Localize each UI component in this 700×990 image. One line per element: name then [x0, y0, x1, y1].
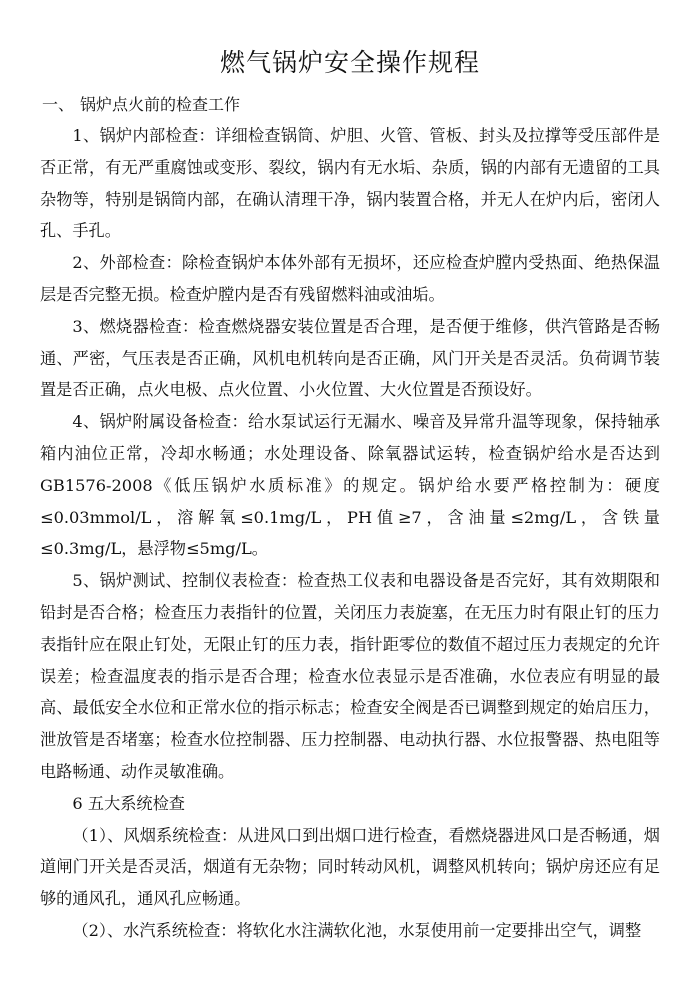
section-number: 一、	[42, 95, 75, 114]
paragraph-auxiliary-check: 4、锅炉附属设备检查：给水泵试运行无漏水、噪音及异常升温等现象，保持轴承箱内油位正常，冷却水畅通；水处理设备、除氧器试运转，检查锅炉给水是否达到GB1576-2008《低压锅炉水质标准》的规定。锅炉给水要严格控制为：硬度≤0.03mmol/L，溶解氧≤0.1mg/L，PH值≥7，含油量≤2mg/L，含铁量≤0.3mg/L，悬浮物≤5mg/L。	[40, 412, 660, 559]
paragraph-instrument-check: 5、锅炉测试、控制仪表检查：检查热工仪表和电器设备是否完好，其有效期限和铅封是否合格；检查压力表指针的位置，关闭压力表旋塞，在无压力时有限止钉的压力表指针应在限止钉处，无限止钉的压力表，指针距零位的数值不超过压力表规定的允许误差；检查温度表的指示是否合理；检查水位表显示是否准确，水位表应有明显的最高、最低安全水位和正常水位的指示标志；检查安全阀是否已调整到规定的始启压力，泄放管是否堵塞；检查水位控制器、压力控制器、电动执行器、水位报警器、热电阻等电路畅通、动作灵敏准确。	[40, 571, 660, 781]
paragraph-internal-check: 1、锅炉内部检查：详细检查锅筒、炉胆、火管、管板、封头及拉撑等受压部件是否正常，有无严重腐蚀或变形、裂纹，锅内有无水垢、杂质，锅的内部有无遗留的工具杂物等，特别是锅筒内部，在确认清理干净，锅内装置合格，并无人在炉内后，密闭人孔、手孔。	[40, 126, 660, 241]
paragraph-air-flue-check: （1）、风烟系统检查：从进风口到出烟口进行检查，看燃烧器进风口是否畅通，烟道闸门开关是否灵活，烟道有无杂物；同时转动风机，调整风机转向；锅炉房还应有足够的通风孔，通风孔应畅通。	[40, 825, 660, 909]
page-title: 燃气锅炉安全操作规程	[219, 48, 480, 77]
paragraph-burner-check: 3、燃烧器检查：检查燃烧器安装位置是否合理，是否便于维修，供汽管路是否畅通、严密，气压表是否正确，风机电机转向是否正确，风门开关是否灵活。负荷调节装置是否正确，点火电极、点火位置、小火位置、大火位置是否预设好。	[40, 316, 660, 400]
paragraph-external-check: 2、外部检查：除检查锅炉本体外部有无损坏，还应检查炉膛内受热面、绝热保温层是否完整无损。检查炉膛内是否有残留燃料油或油垢。	[40, 253, 660, 304]
paragraph-water-steam-check: （2）、水汽系统检查：将软化水注满软化池，水泵使用前一定要排出空气，调整	[72, 920, 642, 940]
section-heading-text: 锅炉点火前的检查工作	[80, 95, 241, 114]
section-heading	[40, 90, 660, 120]
subheading-five-systems: 6 五大系统检查	[72, 793, 185, 813]
